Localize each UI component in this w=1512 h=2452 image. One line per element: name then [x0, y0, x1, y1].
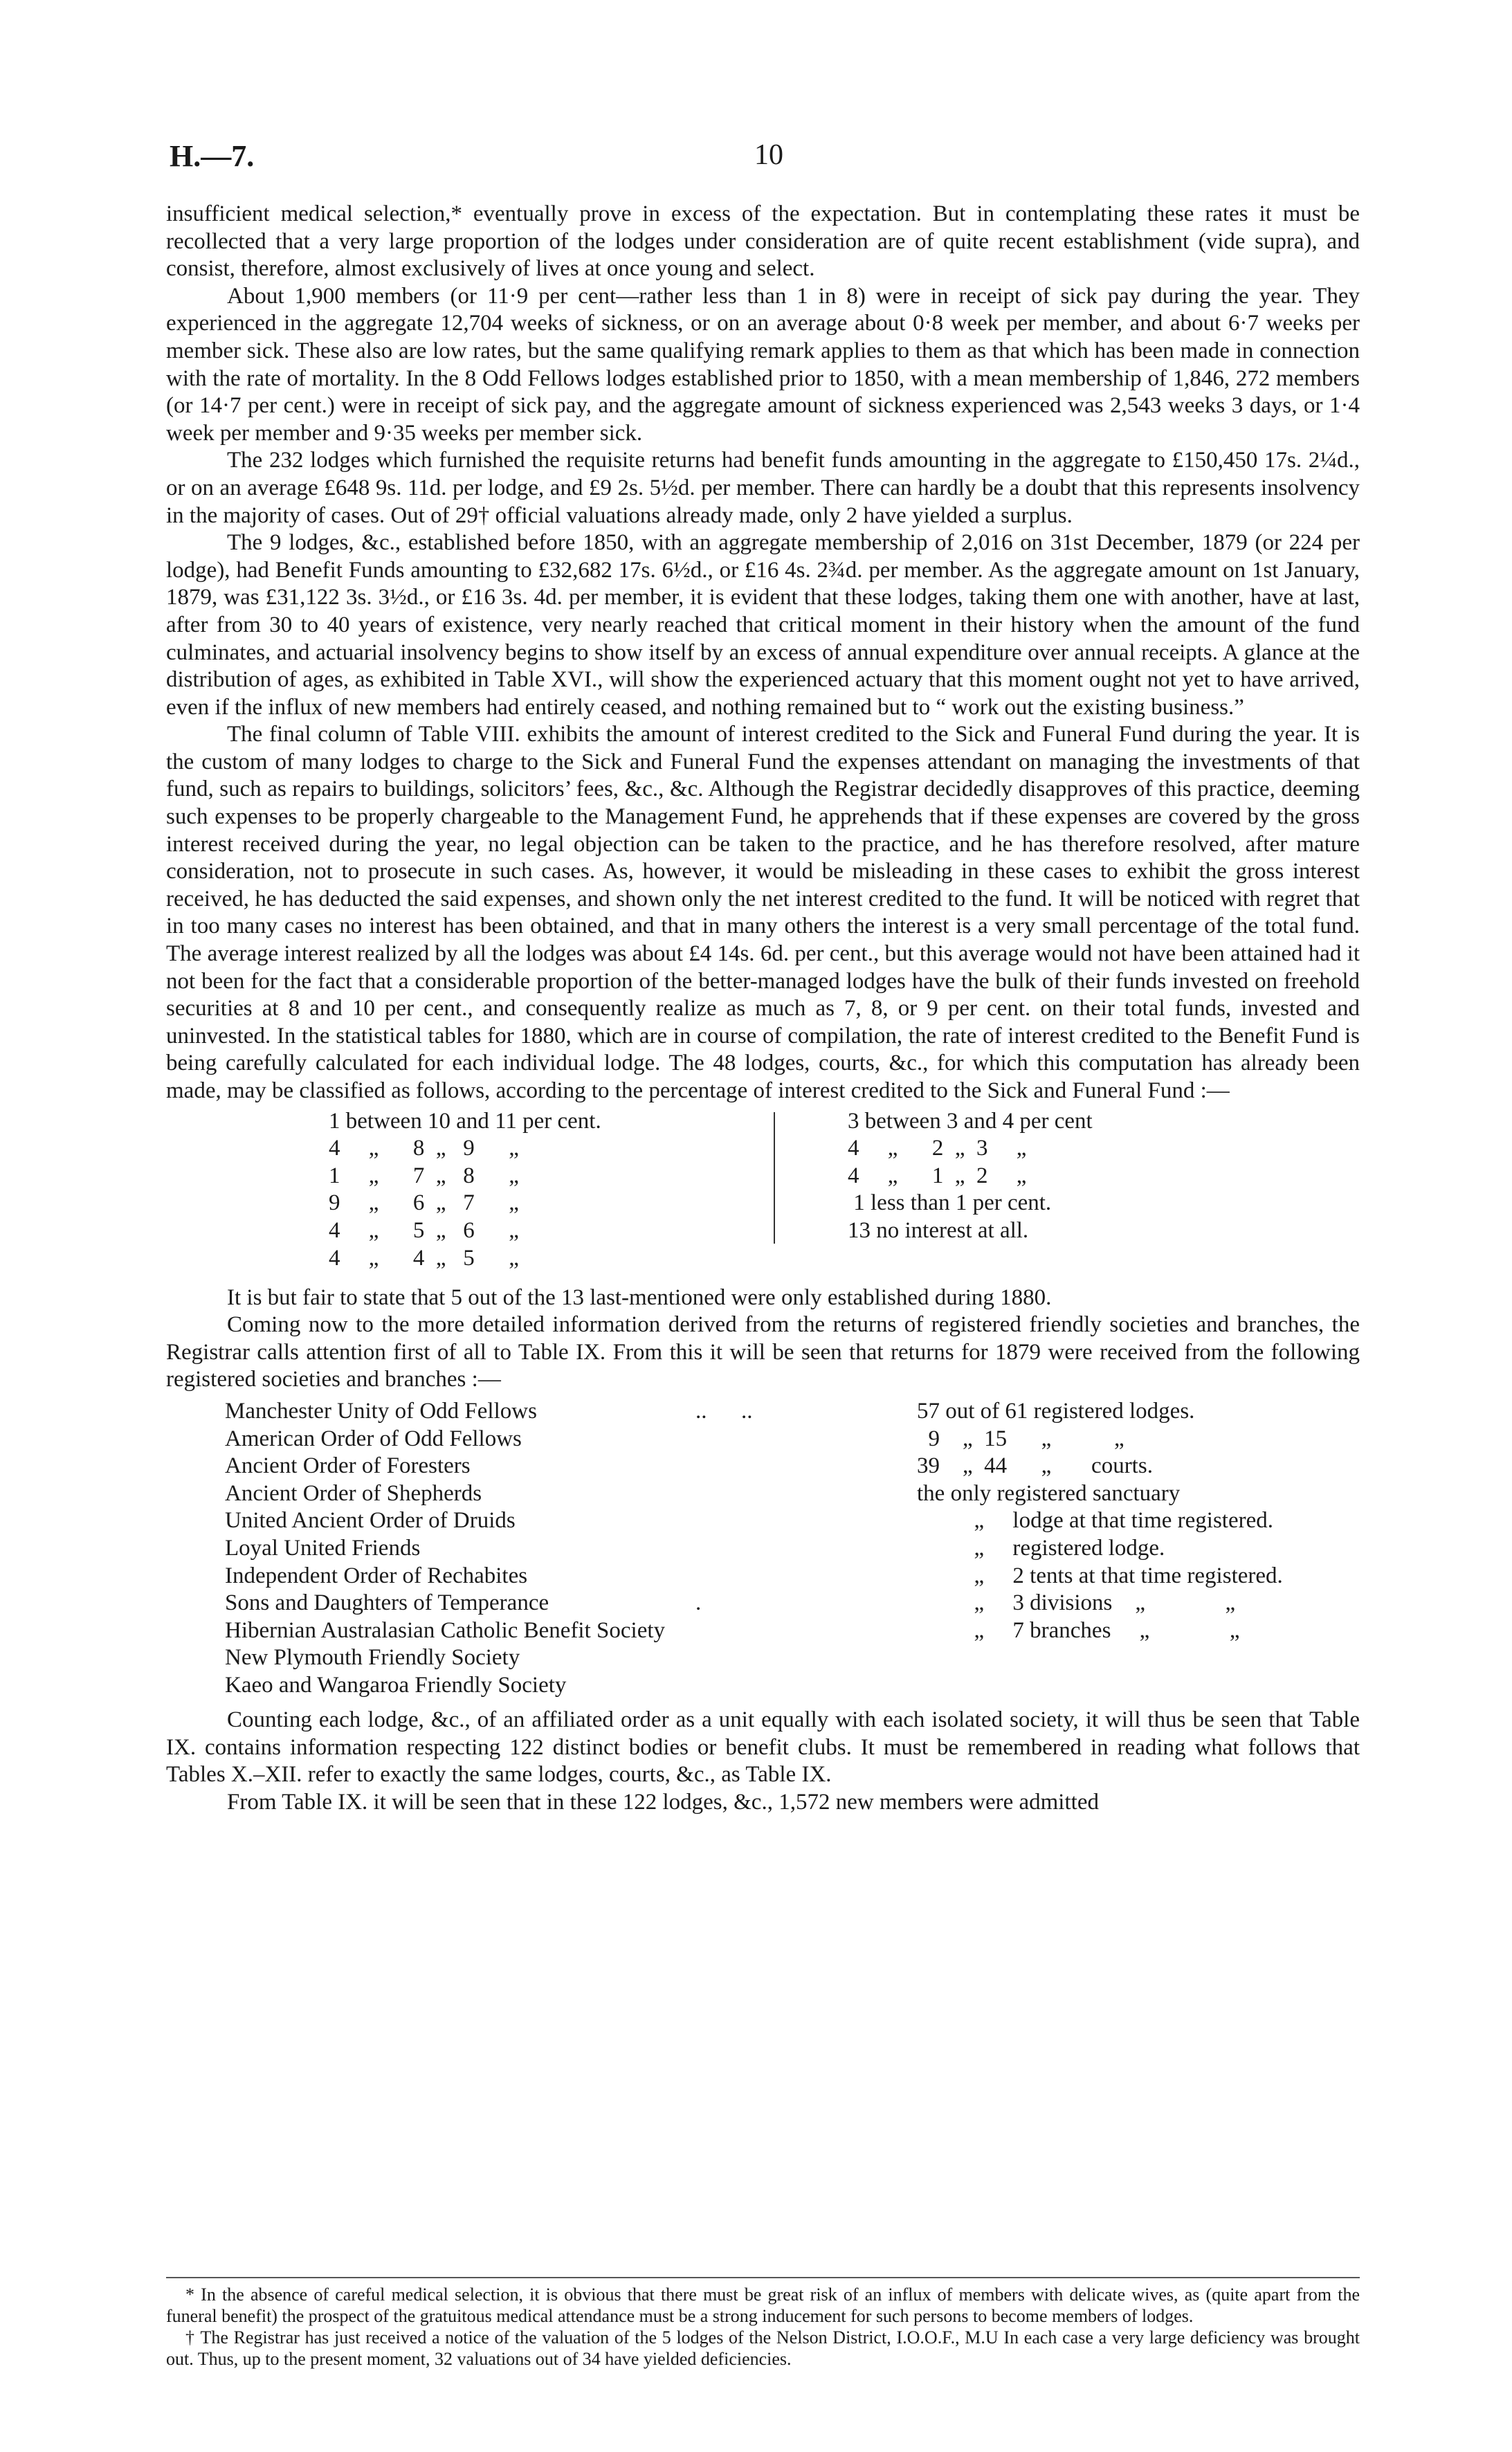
- paragraph: About 1,900 members (or 11·9 per cent—rather less than 1 in 8) were in receipt of sick pay during the year. They experienced in the aggregate 12,704 weeks of sickness, or on an average about 0·8 week per member, and about 6·7 weeks per member sick. These also are low rates, but the same qualifying remark applies to them as that which has been made in connection with the rate of mortality. In the 8 Odd Fellows lodges established prior to 1850, with a mean membership of 1,846, 272 members (or 14·7 per cent.) were in receipt of sick pay, and the aggregate amount of sickness experienced was 2,543 weeks 3 days, or 1·4 week per member and 9·35 weeks per member sick.: [166, 283, 1360, 446]
- interest-table-left-column: [329, 1108, 758, 1273]
- societies-list: [166, 1398, 1360, 1702]
- paragraph: It is but fair to state that 5 out of the 13 last-mentioned were only established during 1880.: [227, 1284, 1052, 1310]
- table-row: 13 no interest at all.: [848, 1217, 1029, 1243]
- society-name: Ancient Order of Shepherds: [225, 1480, 482, 1506]
- table-row: 9 „ 6 „ 7 „: [329, 1190, 519, 1216]
- table-row: 4 „ 5 „ 6 „: [329, 1217, 519, 1243]
- document-code: H.—7.: [170, 139, 255, 173]
- returns-count: 39 „ 44 „ courts.: [917, 1453, 1153, 1479]
- page-number: 10: [754, 139, 783, 171]
- list-item: [225, 1617, 1367, 1645]
- list-item: [225, 1535, 1367, 1563]
- list-item: [225, 1507, 1367, 1535]
- list-item: [225, 1644, 1367, 1672]
- list-item: [225, 1398, 1367, 1426]
- returns-count: the only registered sanctuary: [917, 1480, 1181, 1506]
- returns-count: „ 2 tents at that time registered.: [917, 1563, 1283, 1588]
- society-name: Kaeo and Wangaroa Friendly Society: [225, 1672, 567, 1698]
- column-divider: [774, 1112, 775, 1244]
- society-name: United Ancient Order of Druids: [225, 1508, 516, 1534]
- interest-table-right-column: [848, 1108, 1263, 1245]
- table-row: 4 „ 4 „ 5 „: [329, 1245, 519, 1271]
- society-name: Independent Order of Rechabites: [225, 1563, 528, 1588]
- paragraph: The final column of Table VIII. exhibits the amount of interest credited to the Sick and Funeral Fund during the year. It is the custom of many lodges to charge to the Sick and Funeral Fund the expenses attendant on managing the investments of that fund, such as repairs to buildings, solicitors’ fees, &c., &c. Although the Registrar decidedly disapproves of this practice, deeming such expenses to be properly chargeable to the Management Fund, he apprehends that if these expenses are covered by the gross interest received during the year, no legal objection can be taken to the practice, and he has therefore resolved, after mature consideration, not to prosecute in such cases. As, however, it would be misleading in these cases to exhibit the gross interest received, he has deducted the said expenses, and shown only the net interest credited to the fund. It will be noticed with regret that in too many cases no interest has been obtained, and that in many others the interest is a very small percentage of the total fund. The average interest realized by all the lodges was about £4 14s. 6d. per cent., but this average would not have been attained had it not been for the fact that a considerable proportion of the better-managed lodges have the bulk of their funds invested on freehold securities at 8 and 10 per cent., and consequently realize as much as 7, 8, or 9 per cent. on their total funds, invested and uninvested. In the statistical tables for 1880, which are in course of compilation, the rate of interest credited to the Benefit Fund is being carefully calculated for each individual lodge. The 48 lodges, courts, &c., for which this computation has already been made, may be classified as follows, according to the percentage of interest credited to the Sick and Funeral Fund :—: [166, 722, 1360, 1103]
- page-header: [170, 138, 1360, 180]
- footnote: † The Registrar has just received a notice of the valuation of the 5 lodges of the Nelson District, I.O.O.F., M.U In each case a very large deficiency was brought out. Thus, up to the present moment, 32 valuations out of 34 have yielded deficiencies.: [166, 2327, 1360, 2369]
- returns-count: „ 3 divisions „ „: [917, 1590, 1236, 1616]
- returns-count: „ registered lodge.: [917, 1535, 1165, 1561]
- footnote: * In the absence of careful medical selection, it is obvious that there must be great risk of an influx of members with delicate wives, as (quite apart from the funeral benefit) the prospect of the gratuitous medical attendance must be a strong inducement for such persons to become members of lodges.: [166, 2285, 1360, 2326]
- table-row: 1 „ 7 „ 8 „: [329, 1163, 519, 1188]
- society-name: Sons and Daughters of Temperance: [225, 1590, 549, 1616]
- paragraph: The 232 lodges which furnished the requisite returns had benefit funds amounting in the aggregate to £150,450 17s. 2¼d., or on an average £648 9s. 11d. per lodge, and £9 2s. 5½d. per member. There can hardly be a doubt that this represents insolvency in the majority of cases. Out of 29† official valuations already made, only 2 have yielded a surplus.: [166, 448, 1360, 528]
- returns-count: 57 out of 61 registered lodges.: [917, 1398, 1195, 1424]
- society-name: New Plymouth Friendly Society: [225, 1645, 520, 1671]
- table-row: 4 „ 8 „ 9 „: [329, 1136, 519, 1161]
- returns-count: „ 7 branches „ „: [917, 1617, 1240, 1643]
- list-item: [225, 1426, 1367, 1453]
- paragraph: Counting each lodge, &c., of an affiliated order as a unit equally with each isolated society, it will thus be seen that Table IX. contains information respecting 122 distinct bodies or benefit clubs. It must be remembered in reading what follows that Tables X.–XII. refer to exactly the same lodges, courts, &c., as Table IX.: [166, 1707, 1360, 1788]
- list-item: [225, 1453, 1367, 1480]
- body-text: [166, 201, 1360, 1816]
- society-name: American Order of Odd Fellows: [225, 1426, 522, 1451]
- leader-dots: .. ..: [695, 1398, 753, 1424]
- society-name: Hibernian Australasian Catholic Benefit Society: [225, 1617, 666, 1643]
- society-name: Manchester Unity of Odd Fellows: [225, 1398, 537, 1424]
- leader-dots: .: [695, 1590, 702, 1616]
- list-item: [225, 1672, 1367, 1700]
- footnote-divider: [166, 2277, 1360, 2278]
- table-row: 1 between 10 and 11 per cent.: [329, 1108, 601, 1134]
- society-name: Loyal United Friends: [225, 1535, 421, 1561]
- interest-rate-table: [166, 1108, 1360, 1284]
- footnotes: [166, 2284, 1360, 2370]
- list-item: [225, 1480, 1367, 1508]
- list-item: [225, 1563, 1367, 1590]
- table-row: 4 „ 1 „ 2 „: [848, 1163, 1027, 1188]
- paragraph: The 9 lodges, &c., established before 1850, with an aggregate membership of 2,016 on 31st December, 1879 (or 224 per lodge), had Benefit Funds amounting to £32,682 17s. 6½d., or £16 4s. 2¾d. per member. As the aggregate amount on 1st January, 1879, was £31,122 3s. 3½d., or £16 3s. 4d. per member, it is evident that these lodges, taking them one with another, have at last, after from 30 to 40 years of existence, very nearly reached that critical moment in their history when the amount of the fund culminates, and actuarial insolvency begins to show itself by an excess of annual expenditure over annual receipts. A glance at the distribution of ages, as exhibited in Table XVI., will show the experienced actuary that this moment ought not yet to have arrived, even if the influx of new members had entirely ceased, and nothing remained but to “ work out the existing business.”: [166, 530, 1360, 720]
- table-row: 1 less than 1 per cent.: [848, 1190, 1052, 1216]
- society-name: Ancient Order of Foresters: [225, 1453, 471, 1479]
- paragraph: From Table IX. it will be seen that in these 122 lodges, &c., 1,572 new members were admitted: [227, 1789, 1099, 1815]
- returns-count: 9 „ 15 „ „: [917, 1426, 1124, 1451]
- list-item: [225, 1590, 1367, 1617]
- paragraph: insufficient medical selection,* eventually prove in excess of the expectation. But in contemplating these rates it must be recollected that a very large proportion of the lodges under consideration are of quite recent establishment (vide supra), and consist, therefore, almost exclusively of lives at once young and select.: [166, 201, 1360, 282]
- table-row: 4 „ 2 „ 3 „: [848, 1136, 1027, 1161]
- paragraph: Coming now to the more detailed information derived from the returns of registered friendly societies and branches, the Registrar calls attention first of all to Table IX. From this it will be seen that returns for 1879 were received from the following registered societies and branches :—: [166, 1312, 1360, 1392]
- returns-count: „ lodge at that time registered.: [917, 1508, 1274, 1534]
- table-row: 3 between 3 and 4 per cent: [848, 1108, 1093, 1134]
